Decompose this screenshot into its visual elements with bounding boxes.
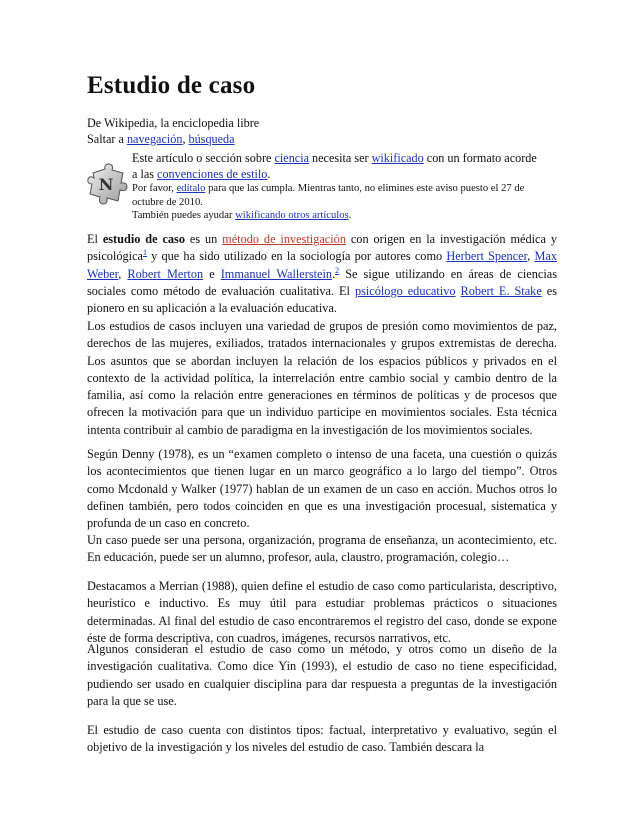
paragraph-5: Destacamos a Merrian (1988), quien define el estudio de caso como particularista, descriptivo, heurístico e inductivo. Es muy útil para estudiar problemas prácticos o situaciones determinadas. Al final del estudio de caso encontraremos el registro del caso, donde se expone éste de forma descriptiva, con cuadros, imágenes, recursos narrativos, etc.: [87, 579, 557, 645]
wikificando-link[interactable]: wikificando otros artículos: [235, 210, 349, 221]
max-weber-link[interactable]: Max Weber: [87, 249, 557, 281]
robert-merton-link[interactable]: Robert Merton: [127, 266, 204, 281]
paragraph-3: Según Denny (1978), es un “examen completo o intenso de una faceta, una cuestión o quizás los acontecimientos que tienen lugar en un marco geográfico a lo largo del tiempo”. Otros como Mcdonald y Walker (1977) hablan de un examen de un caso en acción. Muchos otros lo definen también, pero todos coinciden en que es una investigación procesual, sistematica y profunda de un caso en concreto.: [87, 447, 557, 531]
paragraph-6: Algunos consideran el estudio de caso como un método, y otros como un diseño de la investigación cualitativa. Como dice Yin (1993), el estudio de caso no tiene especificidad, pudiendo ser usado en cualquier disciplina para dar respuesta a preguntas de la investigación para la que se use.: [87, 642, 557, 708]
svg-text:N: N: [98, 175, 114, 194]
wikificado-link[interactable]: wikificado: [371, 151, 424, 165]
immanuel-wallerstein-link[interactable]: Immanuel Wallerstein: [220, 266, 333, 281]
editalo-link[interactable]: edítalo: [176, 183, 206, 194]
notice-line-1: Este artículo o sección sobre ciencia necesita ser wikificado con un formato acorde: [132, 151, 537, 165]
skip-nav-sep: ,: [182, 132, 189, 146]
herbert-spencer-link[interactable]: Herbert Spencer: [446, 249, 528, 264]
paragraph-intro: El estudio de caso es un método de investigación con origen en la investigación médica y psicológica$^1$ y que ha sido utilizado en la sociología por autores como Herbert Spencer, Max Weber, Robert Merton e Immanuel Wallerstein.$^2$ Se sigue utilizando en áreas de ciencias sociales como método de evaluación cualitativa. El psicólogo educativo Robert E. Stake es pionero en su aplicación a la evaluación educativa.: [87, 232, 558, 316]
notice-line-3: Por favor, edítalo para que las cumpla. Mientras tanto, no elimines este aviso puesto el 27 de: [132, 183, 525, 194]
convenciones-link[interactable]: convenciones de estilo: [157, 167, 268, 181]
metodo-investigacion-link[interactable]: método de investigación: [222, 232, 346, 246]
bold-term: estudio de caso: [102, 232, 185, 246]
skip-nav: [87, 131, 235, 147]
page-title: Estudio de caso: [87, 72, 256, 99]
paragraph-2: Los estudios de casos incluyen una variedad de grupos de presión como movimientos de paz, derechos de las mujeres, exiliados, tratados internacionales y grupos extremistas de derecha. Los asuntos que se abordan incluyen la relación de los espacios públicos y privados en el contexto de la actividad política, la interrelación entre cambio social y cambio dentro de la familia, así como la relación entre generaciones en términos de políticas y de procesos que ofrecen la motivación para que un individuo participe en movimientos sociales. Esta técnica intenta contribuir al cambio de paradigma en la investigación de los movimientos sociales.: [87, 319, 557, 437]
puzzle-piece-icon: [87, 163, 129, 209]
reference-2-link[interactable]: 2: [335, 265, 340, 275]
psicologo-educativo-link[interactable]: psicólogo educativo: [354, 283, 456, 298]
source-line: De Wikipedia, la enciclopedia libre: [87, 116, 260, 130]
notice-line-4: octubre de 2010.: [132, 196, 203, 208]
paragraph-7: El estudio de caso cuenta con distintos tipos: factual, interpretativo y evaluativo, según el objetivo de la investigación y los niveles del estudio de caso. También descara la: [87, 723, 557, 755]
wikify-notice: [87, 150, 557, 220]
notice-line-2: a las convenciones de estilo.: [132, 167, 271, 181]
notice-text: [132, 150, 562, 223]
robert-stake-link[interactable]: Robert E. Stake: [460, 283, 542, 298]
search-link[interactable]: búsqueda: [188, 132, 235, 146]
notice-line-5: También puedes ayudar wikificando otros artículos.: [132, 210, 352, 221]
navigation-link[interactable]: navegación: [126, 132, 183, 146]
skip-nav-prefix: Saltar a: [87, 132, 127, 146]
reference-1-link[interactable]: 1: [143, 248, 148, 258]
paragraph-4: Un caso puede ser una persona, organización, programa de enseñanza, un acontecimiento, etc. En educación, puede ser un alumno, profesor, aula, claustro, programación, colegio…: [87, 533, 557, 565]
ciencia-link[interactable]: ciencia: [274, 151, 309, 165]
